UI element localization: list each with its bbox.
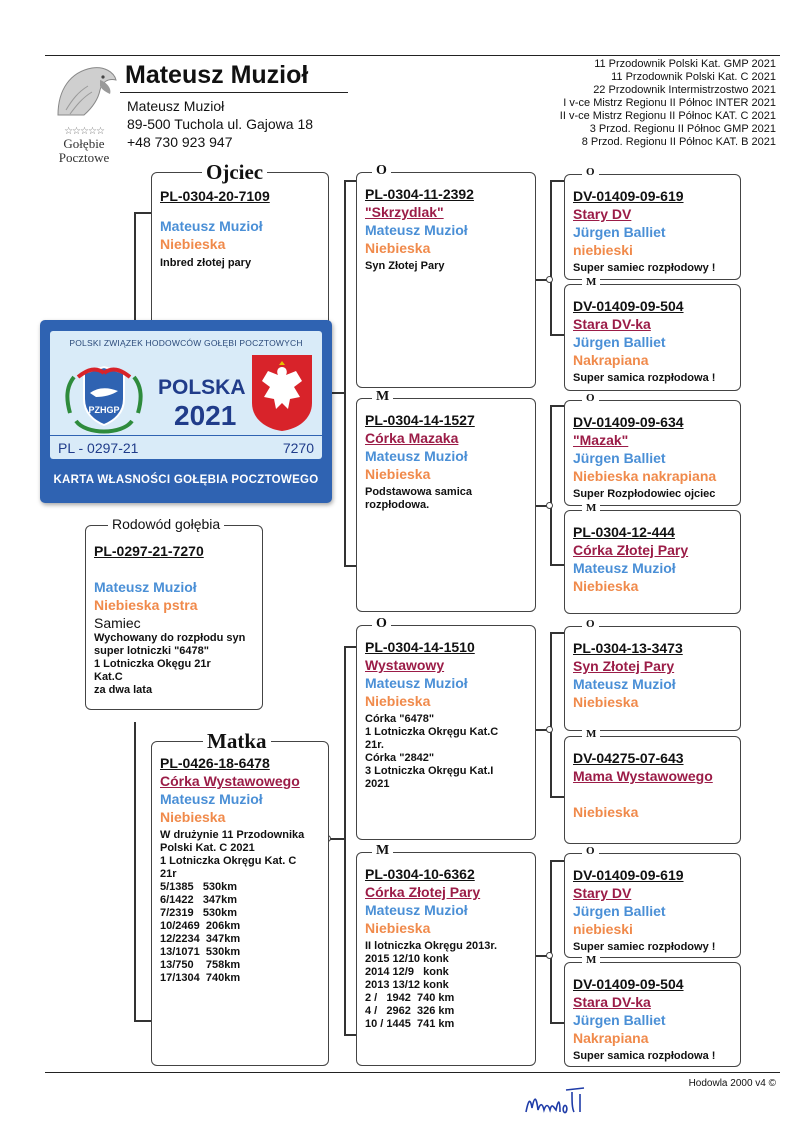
header-top-rule [45, 55, 780, 56]
footer-rule [45, 1072, 780, 1073]
father-info: Inbred złotej pary [160, 257, 252, 269]
ggp-color: Niebieska [573, 804, 639, 820]
ggp-owner: Mateusz Muzioł [573, 676, 676, 692]
ggp-owner: Jürgen Balliet [573, 1012, 666, 1028]
mother-info: 12/2234 347km [160, 933, 241, 945]
ggp-owner: Jürgen Balliet [573, 903, 666, 919]
mother-box [151, 741, 329, 1066]
ggp-ring: PL-0304-13-3473 [573, 640, 683, 656]
logo-stars: ☆☆☆☆☆ [64, 126, 104, 137]
gp-info: 2015 12/10 konk [365, 953, 449, 965]
tree-line [134, 212, 136, 328]
mother-info: 17/1304 740km [160, 972, 241, 984]
ggp-ring: DV-01409-09-634 [573, 414, 684, 430]
tree-line [550, 180, 565, 182]
software-credit: Hodowla 2000 v4 © [688, 1078, 776, 1089]
tree-line [550, 405, 552, 565]
gp-info: 21r. [365, 739, 384, 751]
achievement: 8 Przod. Regionu II Północ KAT. B 2021 [581, 136, 776, 148]
subject-info: za dwa lata [94, 684, 153, 696]
gp-tag: O [372, 617, 391, 631]
subject-ring: PL-0297-21-7270 [94, 543, 204, 559]
ggp-name: Stara DV-ka [573, 994, 651, 1010]
gp-info: Podstawowa samica [365, 486, 472, 498]
ggp-color: Niebieska nakrapiana [573, 468, 717, 484]
card-country: POLSKA [158, 376, 246, 399]
ggp-info: Super samiec rozpłodowy ! [573, 262, 716, 274]
tree-line [550, 405, 565, 407]
gp-tag: M [372, 844, 393, 858]
great-grandparent-box [564, 284, 741, 391]
great-grandparent-box [564, 510, 741, 614]
achievements-list [560, 58, 776, 149]
ggp-tag: M [582, 729, 600, 740]
ggp-name: Stary DV [573, 885, 632, 901]
mother-title: Matka [203, 731, 271, 752]
grandparent-box [356, 172, 536, 388]
subject-info: super lotniczki "6478" [94, 645, 209, 657]
card-badge: PZHGP [88, 405, 120, 415]
signature-drawing [520, 1082, 640, 1122]
logo [48, 60, 120, 165]
mother-name: Córka Wystawowego [160, 773, 300, 789]
ggp-color: Nakrapiana [573, 1030, 649, 1046]
gp-name: "Skrzydlak" [365, 204, 444, 220]
gp-color: Niebieska [365, 920, 431, 936]
ggp-name: Stara DV-ka [573, 316, 651, 332]
ggp-tag: M [582, 277, 600, 288]
grandparent-box [356, 398, 536, 612]
ggp-owner: Mateusz Muzioł [573, 560, 676, 576]
gp-color: Niebieska [365, 466, 431, 482]
subject-info: Wychowany do rozpłodu syn [94, 632, 246, 644]
tree-line [550, 632, 552, 797]
subject-info: 1 Lotniczka Okęgu 21r [94, 658, 211, 670]
mother-info: W drużynie 11 Przodownika [160, 829, 305, 841]
ggp-ring: DV-01409-09-504 [573, 298, 684, 314]
tree-node [546, 726, 553, 733]
ggp-ring: DV-01409-09-504 [573, 976, 684, 992]
great-grandparent-box [564, 400, 741, 506]
gp-name: Wystawowy [365, 657, 445, 673]
gp-info: 10 / 1445 741 km [365, 1018, 455, 1030]
ggp-ring: DV-01409-09-619 [573, 867, 684, 883]
ggp-color: Niebieska [573, 578, 639, 594]
mother-info: 1 Lotniczka Okręgu Kat. C [160, 855, 297, 867]
great-grandparent-box [564, 736, 741, 844]
father-ring: PL-0304-20-7109 [160, 188, 270, 204]
gp-owner: Mateusz Muzioł [365, 222, 468, 238]
card-year: 2021 [174, 400, 237, 431]
ggp-color: Niebieska [573, 694, 639, 710]
ggp-ring: PL-0304-12-444 [573, 524, 675, 540]
great-grandparent-box [564, 174, 741, 280]
card-org: POLSKI ZWIĄZEK HODOWCÓW GOŁĘBI POCZTOWYCH [69, 338, 303, 348]
subject-sex: Samiec [94, 615, 141, 631]
card-ring: PL - 0297-21 [58, 440, 139, 456]
gp-tag: M [372, 390, 393, 404]
gp-info: rozpłodowa. [365, 499, 430, 511]
mother-ring: PL-0426-18-6478 [160, 755, 270, 771]
ggp-tag: O [582, 619, 599, 630]
ggp-tag: O [582, 846, 599, 857]
breeder-address: 89-500 Tuchola ul. Gajowa 18 [127, 116, 314, 132]
gp-info: Córka "2842" [365, 752, 435, 764]
gp-owner: Mateusz Muzioł [365, 902, 468, 918]
mother-owner: Mateusz Muzioł [160, 791, 263, 807]
breeder-phone: +48 730 923 947 [127, 134, 233, 150]
subject-color: Niebieska pstra [94, 597, 198, 613]
mother-info: 5/1385 530km [160, 881, 238, 893]
mother-info: 13/1071 530km [160, 946, 241, 958]
mother-info: 10/2469 206km [160, 920, 241, 932]
gp-tag: O [372, 164, 391, 178]
logo-text-1: Gołębie [63, 136, 105, 151]
card-panel [50, 331, 322, 459]
gp-ring: PL-0304-10-6362 [365, 866, 475, 882]
ggp-info: Super samica rozpłodowa ! [573, 1050, 716, 1062]
ggp-owner: Jürgen Balliet [573, 450, 666, 466]
subject-owner: Mateusz Muzioł [94, 579, 197, 595]
great-grandparent-box [564, 626, 741, 731]
tree-line [134, 722, 136, 1022]
signature [520, 1082, 640, 1122]
great-grandparent-box [564, 853, 741, 958]
mother-info: 6/1422 347km [160, 894, 238, 906]
gp-color: Niebieska [365, 240, 431, 256]
achievement: 3 Przod. Regionu II Północ GMP 2021 [589, 123, 776, 135]
ggp-color: niebieski [573, 921, 633, 937]
grandparent-box [356, 625, 536, 840]
grandparent-box [356, 852, 536, 1066]
ggp-tag: O [582, 393, 599, 404]
registration-card [40, 320, 332, 503]
tree-line [134, 1020, 152, 1022]
logo-text-2: Pocztowe [58, 150, 110, 165]
gp-info: II lotniczka Okręgu 2013r. [365, 940, 498, 952]
achievement: 11 Przodownik Polski Kat. GMP 2021 [594, 58, 776, 70]
tree-line [550, 632, 565, 634]
ggp-info: Super Rozpłodowiec ojciec [573, 488, 716, 500]
ggp-tag: O [582, 167, 599, 178]
ggp-ring: DV-01409-09-619 [573, 188, 684, 204]
card-footer: KARTA WŁASNOŚCI GOŁĘBIA POCZTOWEGO [53, 474, 319, 486]
polish-eagle-emblem-icon [250, 353, 314, 433]
ggp-owner: Jürgen Balliet [573, 334, 666, 350]
ggp-info: Super samiec rozpłodowy ! [573, 941, 716, 953]
mother-info: 7/2319 530km [160, 907, 238, 919]
mother-info: Polski Kat. C 2021 [160, 842, 255, 854]
gp-color: Niebieska [365, 693, 431, 709]
card-divider [50, 435, 322, 436]
tree-line [344, 180, 346, 566]
ggp-name: Syn Złotej Pary [573, 658, 675, 674]
eagle-logo-icon [48, 60, 120, 122]
gp-info: 2014 12/9 konk [365, 966, 449, 978]
ggp-ring: DV-04275-07-643 [573, 750, 684, 766]
tree-line [550, 860, 552, 1023]
father-title: Ojciec [202, 162, 267, 183]
achievement: 22 Przodownik Intermistrzostwo 2021 [593, 84, 776, 96]
ggp-color: niebieski [573, 242, 633, 258]
breeder-name-rule [120, 92, 348, 93]
ggp-tag: M [582, 503, 600, 514]
gp-ring: PL-0304-14-1510 [365, 639, 475, 655]
ggp-name: Stary DV [573, 206, 632, 222]
achievement: I v-ce Mistrz Regionu II Północ INTER 2021 [563, 97, 776, 109]
mother-info: 21r [160, 868, 177, 880]
achievement: 11 Przodownik Polski Kat. C 2021 [611, 71, 776, 83]
tree-line [550, 796, 565, 798]
mother-color: Niebieska [160, 809, 226, 825]
father-owner: Mateusz Muzioł [160, 218, 263, 234]
breeder-owner: Mateusz Muzioł [127, 98, 225, 114]
tree-line [550, 860, 565, 862]
great-grandparent-box [564, 962, 741, 1067]
tree-line [550, 180, 552, 335]
subject-title: Rodowód gołębia [108, 517, 224, 531]
subject-info: Kat.C [94, 671, 123, 683]
tree-line [550, 1022, 565, 1024]
tree-line [550, 564, 565, 566]
breeder-name: Mateusz Muzioł [125, 61, 309, 89]
gp-info: Córka "6478" [365, 713, 435, 725]
subject-box [85, 525, 263, 710]
achievement: II v-ce Mistrz Regionu II Północ KAT. C 2021 [559, 110, 776, 122]
tree-line [550, 334, 565, 336]
mother-info: 13/750 758km [160, 959, 241, 971]
ggp-info: Super samica rozpłodowa ! [573, 372, 716, 384]
gp-owner: Mateusz Muzioł [365, 448, 468, 464]
ggp-name: Mama Wystawowego [573, 768, 713, 784]
father-color: Niebieska [160, 236, 226, 252]
ggp-color: Nakrapiana [573, 352, 649, 368]
ggp-owner [573, 785, 734, 803]
card-number: 7270 [282, 440, 314, 456]
tree-line [344, 646, 346, 1036]
gp-info: 2013 13/12 konk [365, 979, 449, 991]
gp-owner: Mateusz Muzioł [365, 675, 468, 691]
gp-info: 2 / 1942 740 km [365, 992, 455, 1004]
tree-node [546, 502, 553, 509]
gp-info: 1 Lotniczka Okręgu Kat.C [365, 726, 499, 738]
mother-info-block [160, 829, 322, 985]
ggp-tag: M [582, 955, 600, 966]
gp-name: Córka Mazaka [365, 430, 459, 446]
tree-node [546, 276, 553, 283]
ggp-name: Córka Złotej Pary [573, 542, 689, 558]
ggp-name: "Mazak" [573, 432, 629, 448]
ggp-owner: Jürgen Balliet [573, 224, 666, 240]
gp-ring: PL-0304-14-1527 [365, 412, 475, 428]
tree-node [546, 952, 553, 959]
tree-line [134, 212, 152, 214]
gp-info: 2021 [365, 778, 390, 790]
gp-name: Córka Złotej Pary [365, 884, 481, 900]
gp-ring: PL-0304-11-2392 [365, 186, 474, 202]
gp-info: 4 / 2962 326 km [365, 1005, 455, 1017]
gp-info: Syn Złotej Pary [365, 260, 445, 272]
gp-info: 3 Lotniczka Okręgu Kat.I [365, 765, 494, 777]
